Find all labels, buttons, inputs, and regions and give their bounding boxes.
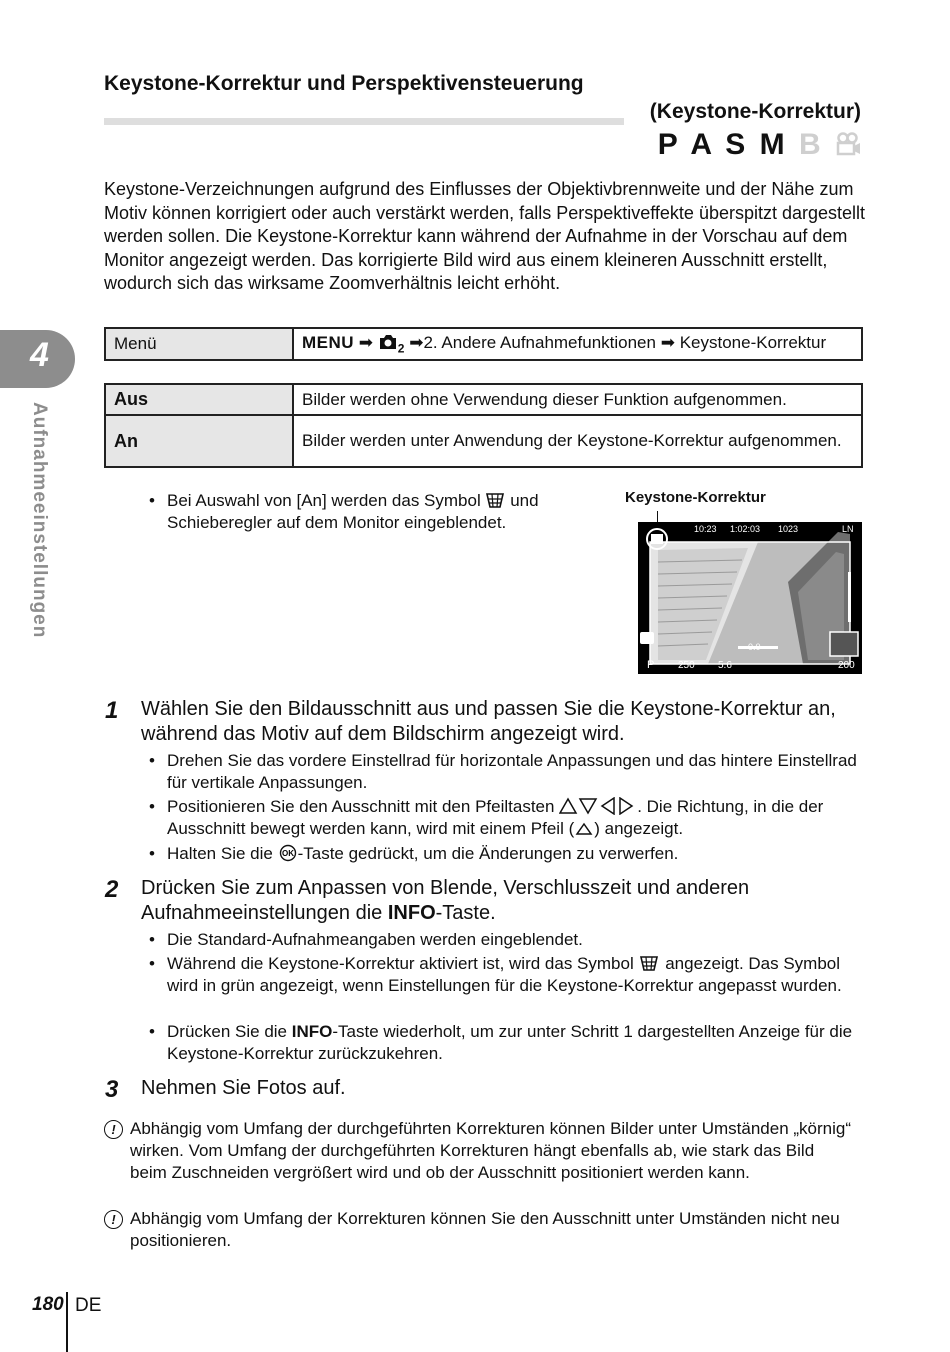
option-desc: Bilder werden ohne Verwendung dieser Funktion aufgenommen.	[293, 384, 862, 415]
bullet-text: Halten Sie die	[167, 844, 273, 863]
bullet-text: Die Standard-Aufnahmeangaben werden eingeblendet.	[167, 930, 583, 949]
menu-path-end: Keystone-Korrektur	[679, 332, 827, 352]
options-table	[104, 383, 863, 468]
direction-arrow-icon	[574, 821, 594, 837]
bullet-text-b: angezeigt. Das Symbol wird in grün angezeigt, wenn Einstellungen für die Keystone-Korrektur angepasst wurden.	[167, 954, 842, 995]
title-rule	[104, 118, 624, 125]
option-key: An	[105, 415, 293, 467]
bullet-text-b: -Taste gedrückt, um die Änderungen zu verwerfen.	[297, 844, 679, 863]
option-desc: Bilder werden unter Anwendung der Keystone-Korrektur aufgenommen.	[293, 415, 862, 467]
info-button-label: INFO	[291, 1022, 333, 1041]
screen-top-b: 1:02:03	[730, 524, 761, 534]
step2-bullet-3: • Drücken Sie die INFO-Taste wiederholt, um zur unter Schritt 1 dargestellten Anzeige für die Keystone-Korrektur zurückzukehren.	[149, 1022, 853, 1063]
step-number: 2	[105, 876, 119, 903]
info-bullet: • Bei Auswahl von [An] werden das Symbol und Schieberegler auf dem Monitor eingeblendet.	[149, 491, 539, 532]
screen-mode: P	[647, 659, 655, 671]
arrow-icon-3: ➡	[660, 332, 675, 352]
shooting-menu-icon	[378, 333, 398, 351]
camera-screen	[638, 522, 862, 674]
screen-iso: 200	[838, 660, 855, 671]
page-title: Keystone-Korrektur und Perspektivensteuerung	[104, 72, 584, 95]
arrow-icon: ➡	[358, 332, 374, 352]
info-bullet-text-a: Bei Auswahl von [An] werden das Symbol	[167, 491, 481, 510]
screen-quality: LN	[842, 524, 854, 534]
bullet-text: Drehen Sie das vordere Einstellrad für horizontale Anpassungen und das hintere Einstellrad für vertikale Anpassungen.	[167, 751, 857, 792]
arrow-icon-2: ➡	[409, 332, 424, 352]
step2-bullet-2: • Während die Keystone-Korrektur aktiviert ist, wird das Symbol angezeigt. Das Symbol wird in grün angezeigt, wenn Einstellungen für die Keystone-Korrektur angepasst wurden.	[149, 954, 842, 995]
caution-icon: !	[104, 1120, 123, 1139]
step-text-b: -Taste.	[435, 902, 496, 924]
step1-bullet-3: • Halten Sie die OK -Taste gedrückt, um die Änderungen zu verwerfen.	[149, 844, 679, 863]
step-text: Nehmen Sie Fotos auf.	[141, 1077, 346, 1099]
option-key: Aus	[105, 384, 293, 415]
step-number: 1	[105, 697, 119, 724]
info-button-label: INFO	[387, 902, 436, 924]
menu-label: Menü	[105, 328, 293, 360]
menu-path	[293, 328, 862, 360]
bullet-text: Drücken Sie die	[167, 1022, 288, 1041]
shooting-menu-tab: 2	[397, 341, 405, 356]
arrow-keys-icon	[559, 797, 637, 815]
bullet-text-c: ) angezeigt.	[594, 819, 684, 838]
screen-aperture: 5.6	[718, 660, 732, 671]
caution-icon: !	[104, 1210, 123, 1229]
step-text-a: Drücken Sie zum Anpassen von Blende, Verschlusszeit und anderen Aufnahmeeinstellungen die	[141, 877, 750, 924]
menu-path-table	[104, 327, 863, 361]
bullet-text-b: -Taste wiederholt, um zur unter Schritt 1 dargestellten Anzeige für die Keystone-Korrektur zurückzukehren.	[167, 1022, 853, 1063]
bullet-text: Während die Keystone-Korrektur aktiviert ist, wird das Symbol	[167, 954, 634, 973]
screen-caption: Keystone-Korrektur	[625, 489, 766, 506]
ok-button-icon	[278, 844, 298, 862]
step-number: 3	[105, 1076, 119, 1103]
step-text	[141, 876, 841, 926]
language-code: DE	[75, 1295, 102, 1316]
menu-path-item: 2. Andere Aufnahmefunktionen	[423, 332, 656, 352]
step-text: Wählen Sie den Bildausschnitt aus und passen Sie die Keystone-Korrektur an, während das Motiv auf dem Bildschirm angezeigt wird.	[141, 698, 836, 745]
option-row	[105, 384, 862, 415]
bullet-text-b: . Die Richtung, in die der Ausschnitt bewegt werden kann, wird mit einem Pfeil (	[167, 797, 824, 838]
option-row	[105, 415, 862, 467]
keystone-icon	[485, 491, 505, 509]
screen-top-a: 10:23	[694, 524, 717, 534]
chapter-label: Aufnahmeeinstellungen	[29, 402, 50, 639]
note-1: Abhängig vom Umfang der durchgeführten Korrekturen können Bilder unter Umständen „körnig“ wirken. Vom Umfang der durchgeführten Korrekturen hängt ebenfalls ab, wie stark das Bild beim Zuschneiden vergrößert wird und ob der Ausschnitt positioniert werden kann.	[130, 1119, 852, 1182]
page-number: 180	[32, 1294, 64, 1315]
menu-button-label: MENU	[302, 332, 355, 352]
screen-shutter: 250	[678, 660, 695, 671]
bullet-text: Positionieren Sie den Ausschnitt mit den Pfeiltasten	[167, 797, 555, 816]
step1-bullet-1: • Drehen Sie das vordere Einstellrad für horizontale Anpassungen und das hintere Einstellrad für vertikale Anpassungen.	[149, 751, 857, 792]
step2-bullet-1: • Die Standard-Aufnahmeangaben werden eingeblendet.	[149, 930, 583, 949]
mode-b-inactive: B	[798, 128, 824, 161]
movie-camera-icon	[835, 132, 861, 156]
chapter-number: 4	[30, 336, 49, 374]
svg-text:OK: OK	[281, 849, 294, 858]
screen-ev: 0.0	[748, 642, 761, 652]
keystone-icon	[638, 954, 660, 972]
intro-paragraph: Keystone-Verzeichnungen aufgrund des Einflusses der Objektivbrennweite und der Nähe zum Motiv können korrigiert oder auch verstärkt werden, falls Perspektiveffekte überspitzt dargestellt werden sollen. Die Keystone-Korrektur kann während der Aufnahme in der Vorschau auf dem Monitor angezeigt werden. Das korrigierte Bild wird aus einem kleineren Ausschnitt erstellt, wodurch sich das wirksame Zoomverhältnis leicht erhöht.	[104, 179, 866, 293]
screen-top-c: 1023	[778, 524, 799, 534]
mode-indicators	[658, 128, 861, 162]
step1-bullet-2: • Positionieren Sie den Ausschnitt mit den Pfeiltasten . Die Richtung, in die der Ausschnitt bewegt werden kann, wird mit einem Pfeil ( ) angezeigt.	[149, 797, 824, 838]
page-subtitle: (Keystone-Korrektur)	[649, 100, 861, 123]
info-bullet-text-b: und Schieberegler auf dem Monitor eingeblendet.	[167, 491, 539, 532]
active-modes: P A S M	[657, 128, 788, 161]
footer-divider	[66, 1292, 68, 1352]
note-2: Abhängig vom Umfang der Korrekturen können Sie den Ausschnitt unter Umständen nicht neu positionieren.	[130, 1209, 840, 1250]
